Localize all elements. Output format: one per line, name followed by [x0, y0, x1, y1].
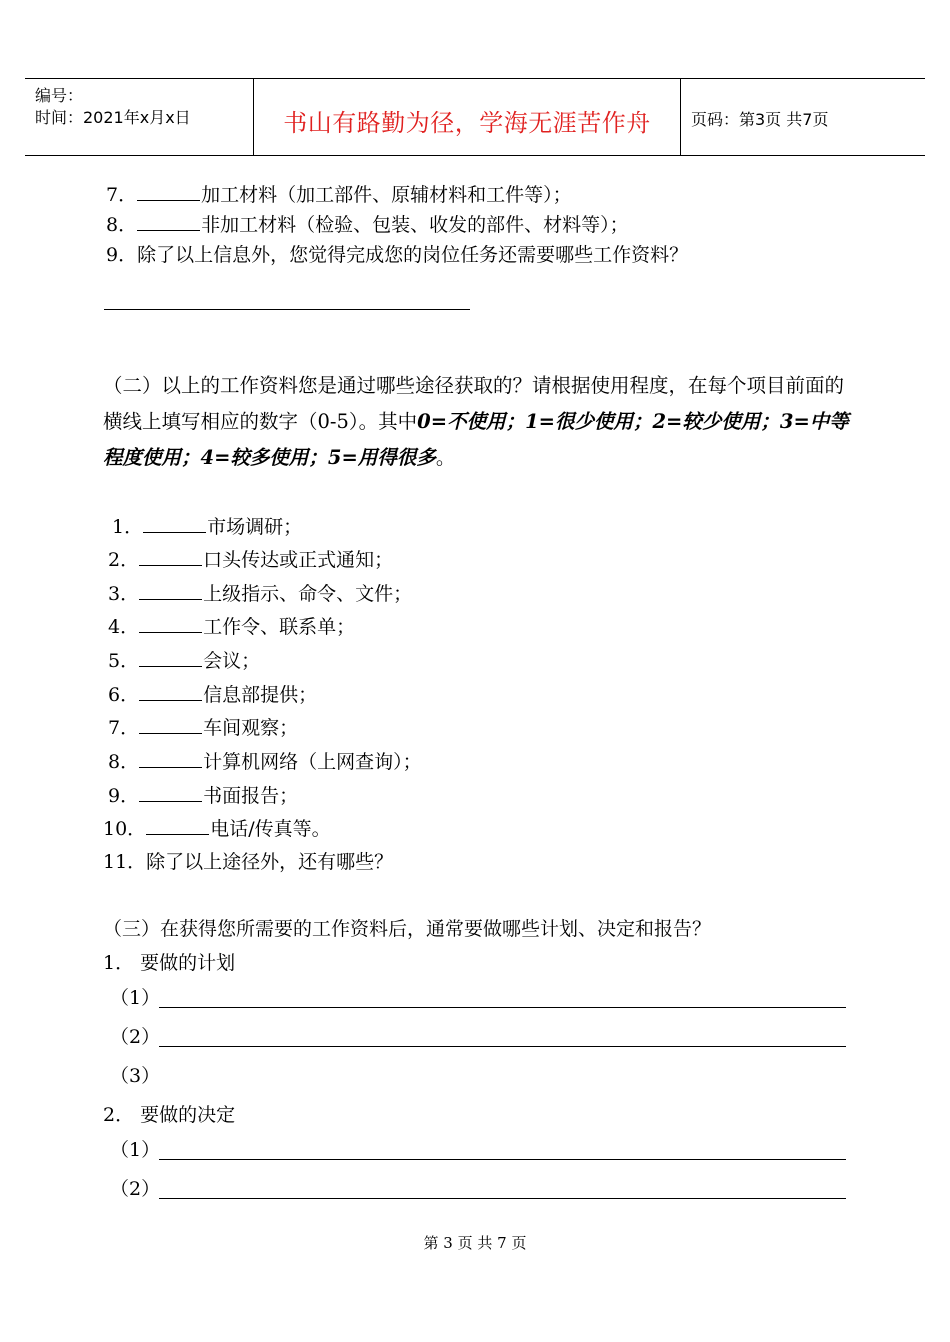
list-item: 2． 口头传达或正式通知；: [108, 549, 394, 571]
list-item: 9．除了以上信息外，您觉得完成您的岗位任务还需要哪些工作资料？: [106, 244, 689, 266]
plan-label: （1）: [110, 987, 161, 1009]
fill-blank[interactable]: [139, 581, 202, 600]
fill-blank[interactable]: [139, 682, 202, 701]
fill-blank[interactable]: [139, 783, 202, 802]
list-item: 10． 电话/传真等。: [103, 818, 331, 840]
list-item: 4． 工作令、联系单；: [108, 616, 356, 638]
decision-label: （2）: [110, 1178, 161, 1200]
fill-blank[interactable]: [139, 648, 202, 667]
plans-title: 1． 要做的计划: [103, 952, 236, 974]
fill-blank[interactable]: [139, 749, 202, 768]
list-item: 5． 会议；: [108, 650, 261, 672]
plan-label: （3）: [110, 1065, 161, 1087]
usage-scale: 0=不使用；1=很少使用；2=较少使用；3=中等程度使用；4=较多使用；5=用得很多: [103, 410, 849, 469]
fill-blank[interactable]: [137, 182, 200, 201]
serial-label: 编号：: [35, 86, 84, 105]
page-header: [25, 78, 925, 156]
header-motto-cell: [254, 79, 681, 155]
list-item: 3． 上级指示、命令、文件；: [108, 583, 413, 605]
list-item: 11．除了以上途径外，还有哪些？: [103, 851, 394, 873]
header-page-cell: [681, 79, 925, 155]
list-item: 9． 书面报告；: [108, 785, 299, 807]
fill-blank[interactable]: [139, 614, 202, 633]
motto: 书山有路勤为径，学海无涯苦作舟: [283, 109, 651, 137]
page-footer: 第 3 页 共 7 页: [423, 1234, 527, 1252]
section3-intro: （三）在获得您所需要的工作资料后，通常要做哪些计划、决定和报告？: [103, 918, 712, 940]
fill-blank[interactable]: [137, 212, 200, 231]
plan-answer-line[interactable]: [159, 1007, 846, 1008]
list-item: 6． 信息部提供；: [108, 684, 318, 706]
section2-intro: （二）以上的工作资料您是通过哪些途径获取的？请根据使用程度，在每个项目前面的横线上填写相应的数字（0-5）。其中0=不使用；1=很少使用；2=较少使用；3=中等程度使用；4=较多使用；5=用得很多。: [103, 374, 849, 469]
plan-label: （2）: [110, 1026, 161, 1048]
fill-blank[interactable]: [143, 514, 206, 533]
time-label: 时间：2021年x月x日: [35, 108, 191, 127]
list-item: 8． 非加工材料（检验、包装、收发的部件、材料等）；: [106, 214, 629, 236]
list-item: 7． 车间观察；: [108, 717, 299, 739]
answer-line[interactable]: [104, 309, 470, 310]
decision-answer-line[interactable]: [159, 1198, 846, 1199]
fill-blank[interactable]: [146, 816, 209, 835]
decisions-title: 2． 要做的决定: [103, 1104, 236, 1126]
list-item: 1． 市场调研；: [112, 516, 303, 538]
page-info: 页码：第3页 共7页: [691, 110, 829, 129]
fill-blank[interactable]: [139, 547, 202, 566]
list-item: 7． 加工材料（加工部件、原辅材料和工件等）；: [106, 184, 572, 206]
decision-label: （1）: [110, 1139, 161, 1161]
plan-answer-line[interactable]: [159, 1046, 846, 1047]
decision-answer-line[interactable]: [159, 1159, 846, 1160]
fill-blank[interactable]: [139, 715, 202, 734]
list-item: 8． 计算机网络（上网查询）；: [108, 751, 422, 773]
header-meta-cell: [25, 79, 254, 155]
